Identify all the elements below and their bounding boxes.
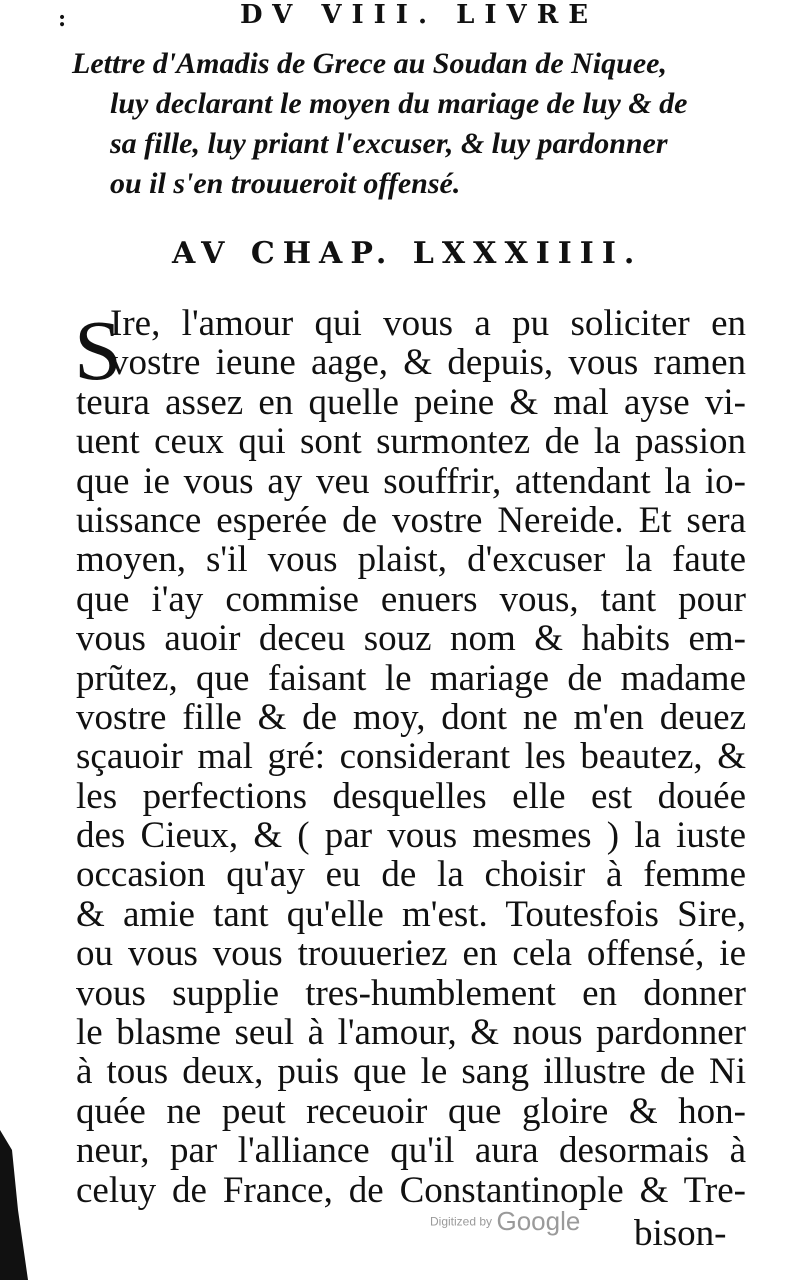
summary-line: luy declarant le moyen du mariage de luy & de — [110, 87, 688, 120]
body-line: vostre ieune aage, & depuis, vous ramen — [110, 342, 746, 384]
letter-body — [76, 304, 746, 1210]
body-line: ou vous vous trouueriez en cela offensé, ie — [76, 933, 746, 975]
body-line: uissance esperée de vostre Nereide. Et sera — [76, 499, 746, 541]
watermark-prefix: Digitized by — [430, 1214, 493, 1229]
body-line: que i'ay commise enuers vous, tant pour — [76, 578, 746, 620]
summary-line: Lettre d'Amadis de Grece au Soudan de Niquee, — [72, 47, 667, 80]
body-line: vous supplie tres-humblement en donner — [76, 972, 746, 1014]
body-line: à tous deux, puis que le sang illustre de Ni — [76, 1051, 746, 1093]
body-line: vostre fille & de moy, dont ne m'en deuez — [76, 696, 746, 738]
body-line: vous auoir deceu souz nom & habits em- — [76, 618, 746, 660]
body-line: neur, par l'alliance qu'il aura desormais à — [76, 1130, 746, 1172]
body-line: que ie vous ay veu souffrir, attendant la io- — [76, 460, 746, 502]
chapter-heading: AV CHAP. LXXXIIII. — [172, 236, 643, 271]
body-line: prũtez, que faisant le mariage de madame — [76, 657, 746, 699]
summary-line: ou il s'en trouueroit offensé. — [110, 167, 461, 200]
corner-mark: : — [58, 6, 67, 32]
body-line: moyen, s'il vous plaist, d'excuser la faute — [76, 539, 746, 581]
page-edge-shadow — [0, 1130, 40, 1280]
body-line: sçauoir mal gré: considerant les beautez, & — [76, 736, 746, 778]
body-line: les perfections desquelles elle est douée — [76, 775, 746, 817]
chapter-summary — [72, 44, 762, 204]
body-line: occasion qu'ay eu de la choisir à femme — [76, 854, 746, 896]
google-logo: Google — [496, 1206, 581, 1236]
body-line: le blasme seul à l'amour, & nous pardonner — [76, 1012, 746, 1054]
body-line: des Cieux, & ( par vous mesmes ) la iuste — [76, 815, 746, 857]
catchword: bison- — [634, 1213, 727, 1254]
running-header: DV VIII. LIVRE — [240, 0, 599, 30]
body-line: & amie tant qu'elle m'est. Toutesfois Sire, — [76, 893, 746, 935]
body-line: teura assez en quelle peine & mal ayse vi- — [76, 381, 746, 423]
body-line: uent ceux qui sont surmontez de la passion — [76, 421, 746, 463]
body-line: quée ne peut receuoir que gloire & hon- — [76, 1090, 746, 1132]
body-line: celuy de France, de Constantinople & Tre- — [76, 1169, 746, 1211]
drop-capital: S — [74, 302, 122, 398]
summary-line: sa fille, luy priant l'excuser, & luy pardonner — [110, 127, 668, 160]
body-line: Ire, l'amour qui vous a pu soliciter en — [110, 303, 746, 344]
digitizer-watermark — [430, 1206, 580, 1237]
